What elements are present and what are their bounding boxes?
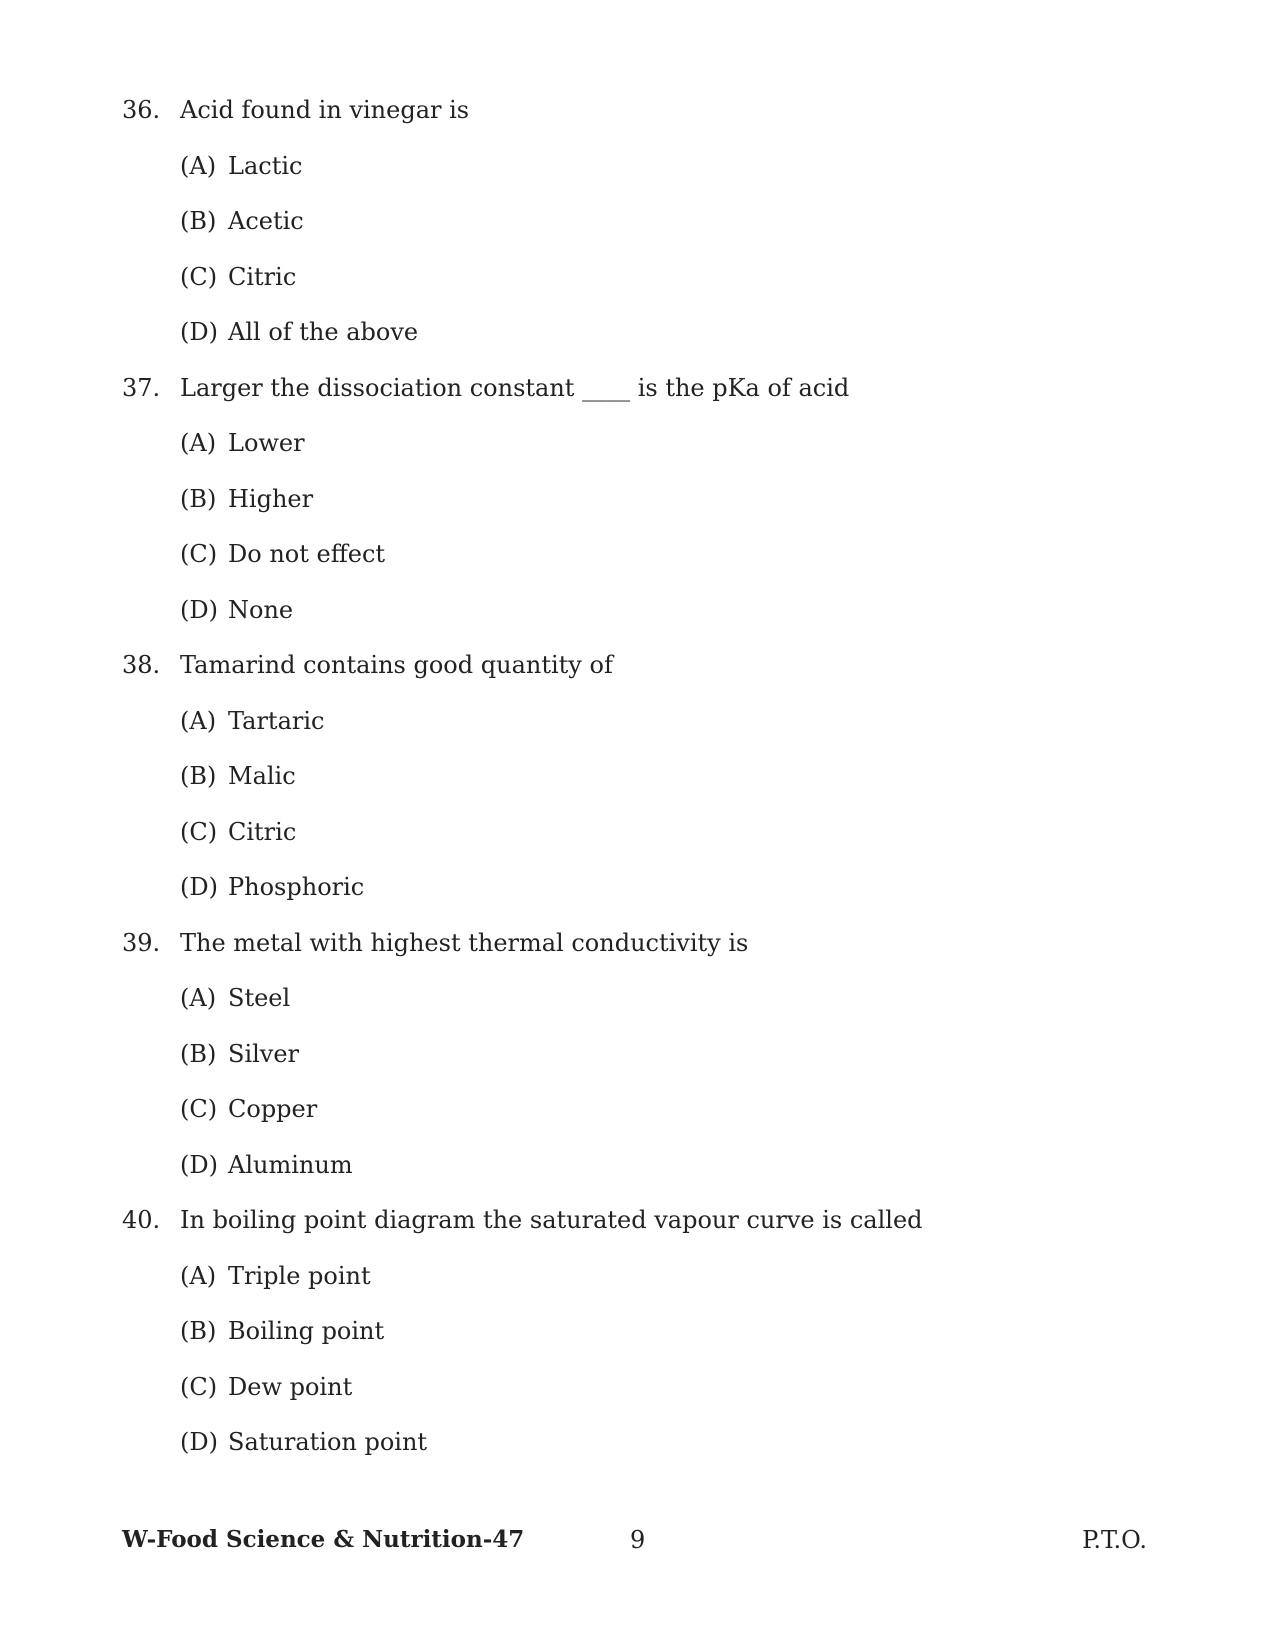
option-text: Citric [228,262,297,291]
question-stem [122,648,1142,704]
option-text: All of the above [228,318,419,346]
option-label: (B) [180,1317,217,1345]
question-text: In boiling point diagram the saturated vapour curve is called [180,1206,923,1234]
question-number: 38. [122,651,161,679]
option-label: (C) [180,540,218,568]
question-38 [122,648,1142,926]
option-label: (D) [180,1428,218,1456]
question-number: 39. [122,928,161,957]
option-label: (B) [180,1039,217,1068]
option-a [122,981,1142,1037]
option-text: Higher [228,484,314,513]
option-a [122,1259,1142,1315]
question-text: Tamarind contains good quantity of [180,651,613,679]
question-stem [122,371,1142,427]
option-label: (A) [180,1261,217,1290]
option-text: Saturation point [228,1428,428,1456]
question-text: Acid found in vinegar is [180,96,470,124]
option-label: (D) [180,1150,218,1179]
option-label: (B) [180,207,217,235]
option-text: Aluminum [228,1150,353,1179]
option-a [122,704,1142,760]
question-stem [122,1203,1142,1259]
option-text: Lactic [228,151,303,180]
option-d [122,1148,1142,1204]
question-40 [122,1203,1142,1481]
option-label: (C) [180,1095,218,1123]
question-number: 37. [122,373,161,402]
option-d [122,315,1142,371]
option-text: Dew point [228,1372,353,1401]
option-c [122,260,1142,316]
option-d [122,1425,1142,1481]
option-text: Steel [228,984,291,1012]
option-label: (A) [180,151,217,180]
option-c [122,1370,1142,1426]
option-b [122,482,1142,538]
question-text: The metal with highest thermal conductivity is [180,928,749,957]
question-stem [122,93,1142,149]
option-label: (B) [180,484,217,513]
option-c [122,815,1142,871]
option-b [122,1314,1142,1370]
option-c [122,537,1142,593]
option-text: Citric [228,817,297,846]
option-label: (C) [180,1372,218,1401]
question-36 [122,93,1142,371]
option-text: Triple point [228,1261,371,1290]
option-b [122,759,1142,815]
option-a [122,426,1142,482]
option-text: Silver [228,1039,300,1068]
option-label: (D) [180,318,218,346]
question-37 [122,371,1142,649]
question-39 [122,926,1142,1204]
question-list [122,93,1142,1481]
option-text: Malic [228,762,296,790]
option-a [122,149,1142,205]
option-text: Copper [228,1095,318,1123]
option-label: (A) [180,984,217,1012]
option-b [122,1037,1142,1093]
page-footer [122,1526,1147,1562]
pto-marker: P.T.O. [1082,1526,1147,1554]
option-label: (A) [180,429,217,457]
option-label: (A) [180,706,217,735]
question-stem [122,926,1142,982]
option-label: (C) [180,817,218,846]
option-c [122,1092,1142,1148]
option-label: (D) [180,595,218,624]
option-label: (D) [180,873,218,901]
page-number: 9 [630,1526,646,1554]
option-text: Boiling point [228,1317,385,1345]
question-number: 40. [122,1206,161,1234]
paper-code: W-Food Science & Nutrition-47 [122,1526,525,1553]
question-number: 36. [122,96,161,124]
option-text: Phosphoric [228,873,365,901]
option-d [122,593,1142,649]
question-text: Larger the dissociation constant ____ is the pKa of acid [180,373,850,402]
option-label: (B) [180,762,217,790]
option-text: Do not effect [228,540,386,568]
option-text: Tartaric [228,706,325,735]
option-text: None [228,595,294,624]
option-b [122,204,1142,260]
option-d [122,870,1142,926]
option-label: (C) [180,262,218,291]
option-text: Acetic [228,207,304,235]
option-text: Lower [228,429,305,457]
